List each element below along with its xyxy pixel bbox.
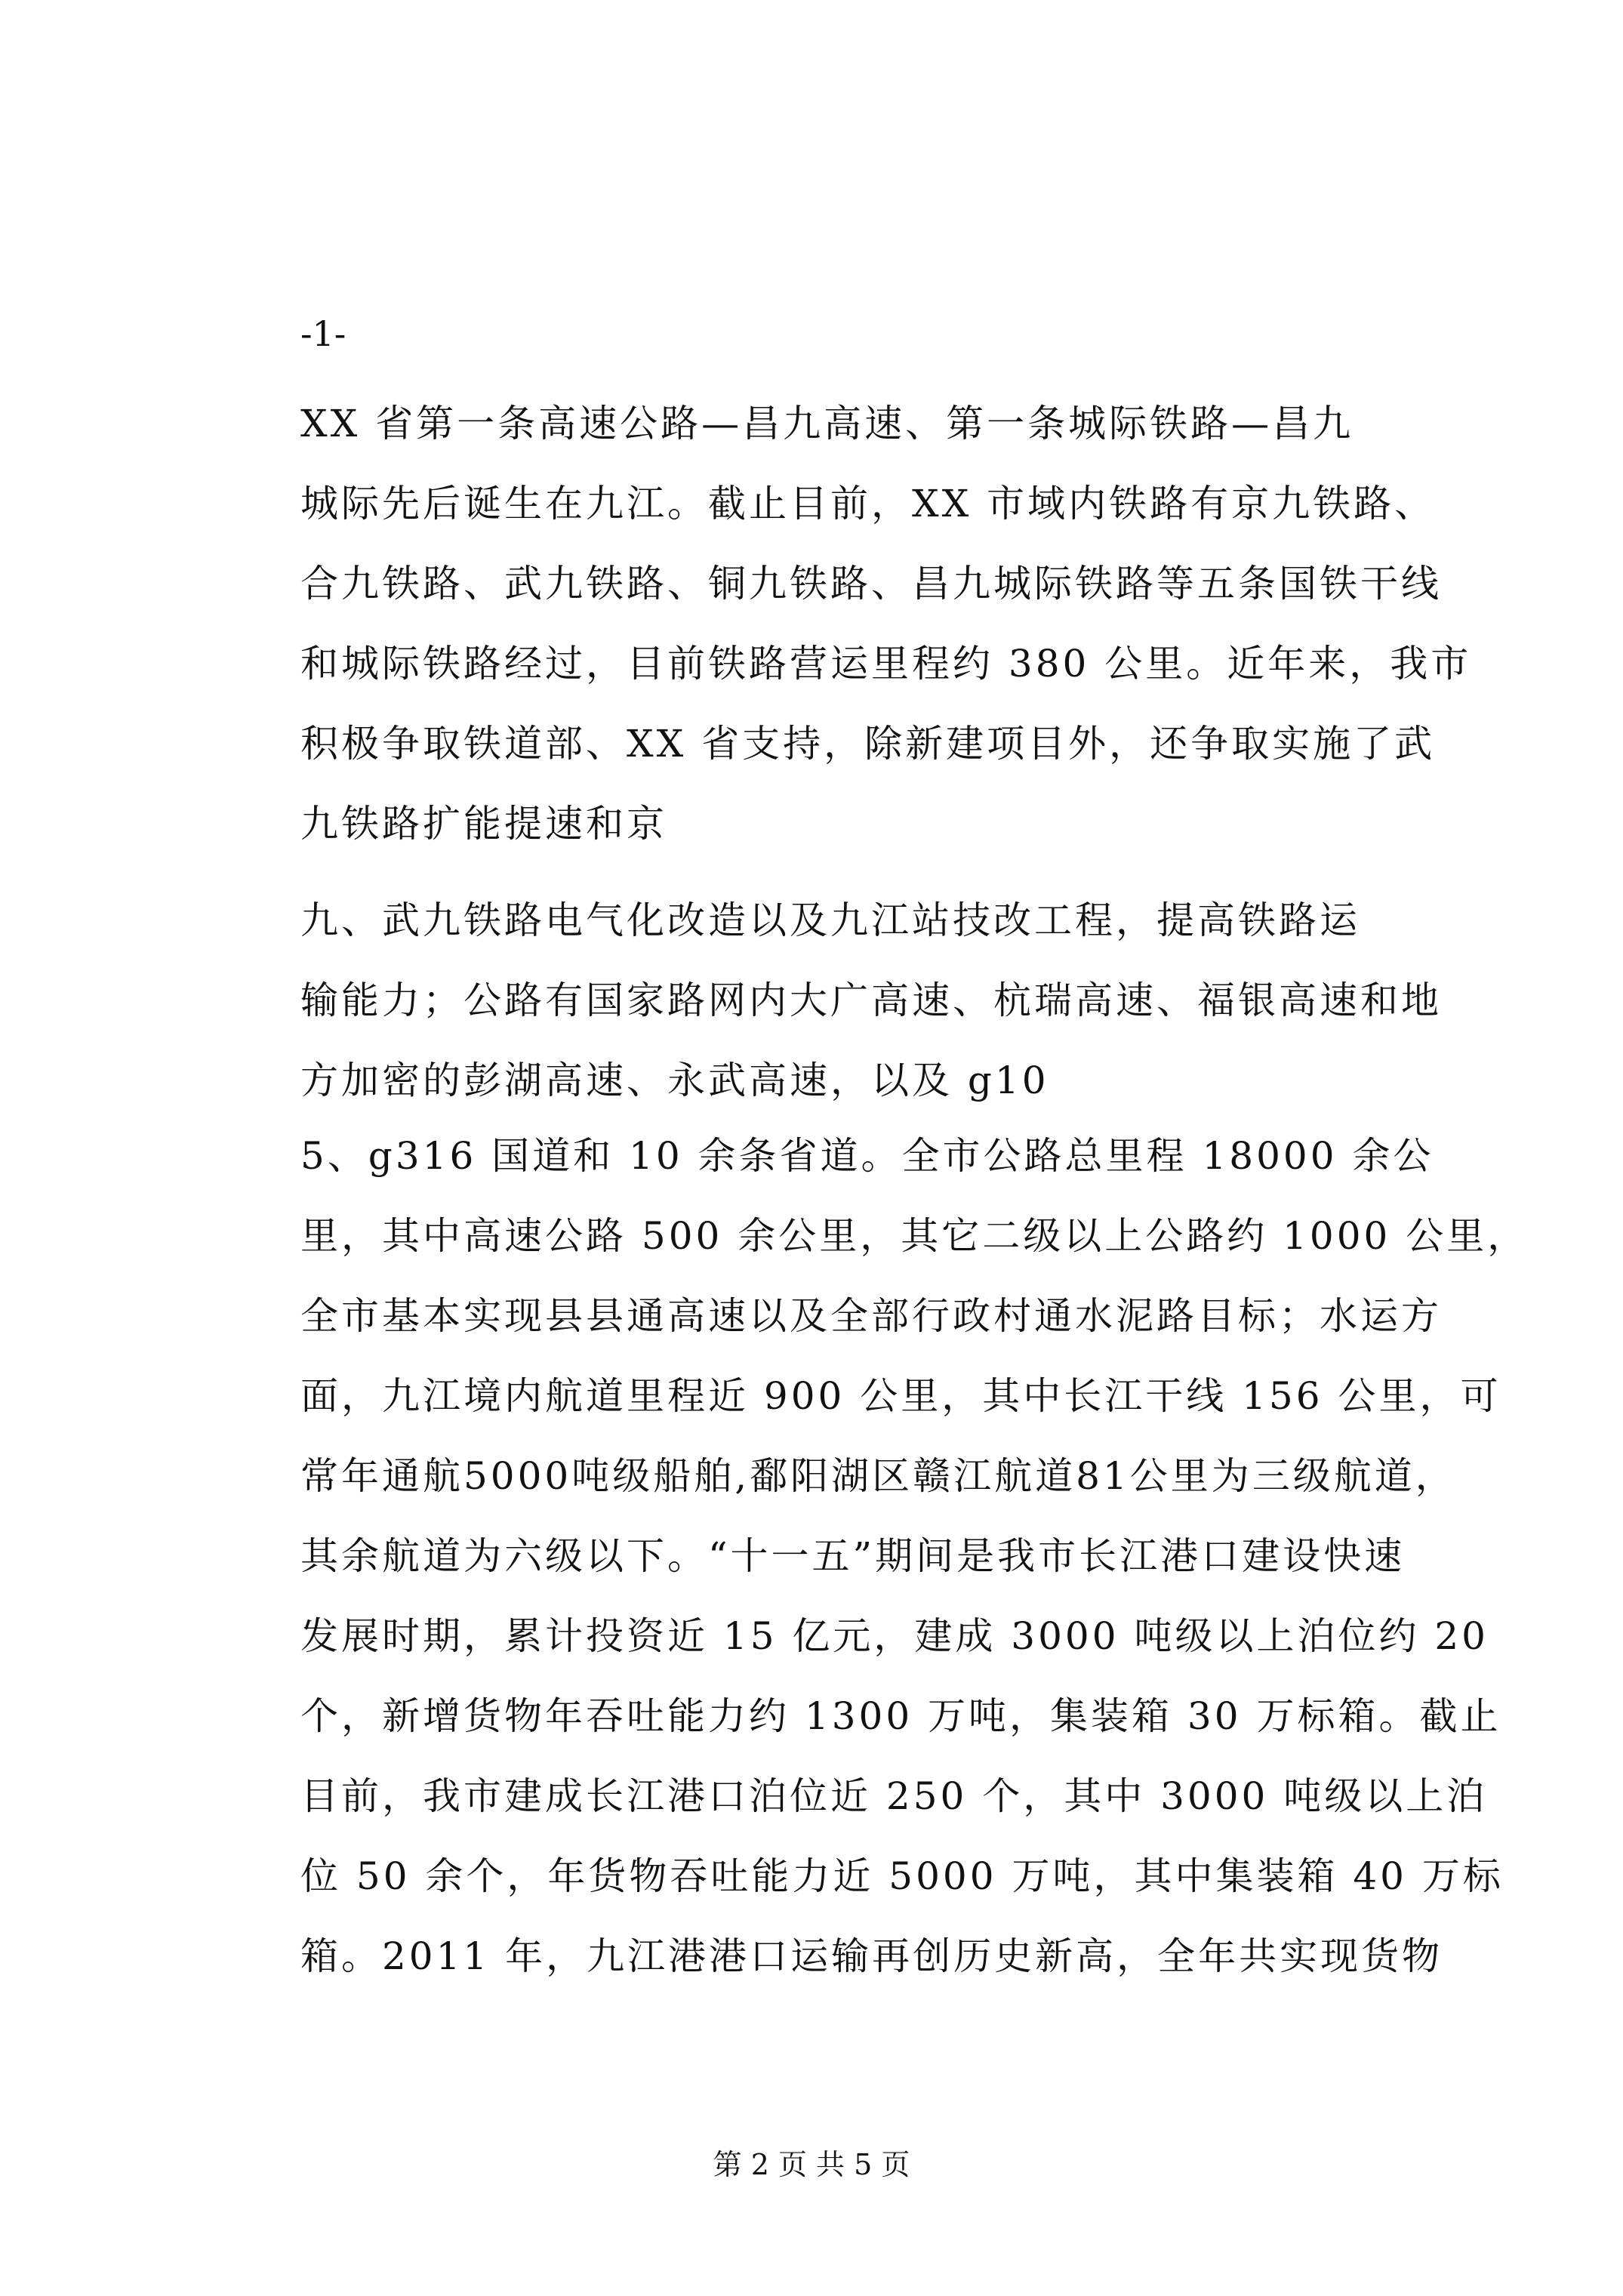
text-line: 目前，我市建成长江港口泊位近 250 个，其中 3000 吨级以上泊 <box>300 1774 1488 1818</box>
text-line: 常年通航5000吨级船舶,鄱阳湖区赣江航道81公里为三级航道， <box>300 1454 1456 1498</box>
text-line: 面，九江境内航道里程近 900 公里，其中长江干线 156 公里，可 <box>300 1374 1501 1418</box>
text-line: XX 省第一条高速公路—昌九高速、第一条城际铁路—昌九 <box>300 402 1354 445</box>
paragraph-2 <box>300 880 1442 1120</box>
text-line: 全市基本实现县县通高速以及全部行政村通水泥路目标；水运方 <box>300 1294 1442 1338</box>
text-line: 九铁路扩能提速和京 <box>300 802 667 846</box>
text-line: 5、g316 国道和 10 余条省道。全市公路总里程 18000 余公 <box>300 1134 1434 1178</box>
paragraph-3 <box>300 1116 1529 1996</box>
page-footer: 第 2 页 共 5 页 <box>713 2148 910 2181</box>
text-line: 合九铁路、武九铁路、铜九铁路、昌九城际铁路等五条国铁干线 <box>300 562 1442 606</box>
text-line: 位 50 余个，年货物吞吐能力近 5000 万吨，其中集装箱 40 万标 <box>300 1854 1504 1898</box>
text-line: 方加密的彭湖高速、永武高速，以及 g10 <box>300 1059 1049 1102</box>
text-line: 发展时期，累计投资近 15 亿元，建成 3000 吨级以上泊位约 20 <box>300 1614 1489 1658</box>
text-line: 其余航道为六级以下。“十一五”期间是我市长江港口建设快速 <box>300 1534 1406 1578</box>
text-line: 积极争取铁道部、XX 省支持，除新建项目外，还争取实施了武 <box>300 722 1436 766</box>
text-line: 箱。2011 年，九江港港口运输再创历史新高，全年共实现货物 <box>300 1934 1443 1978</box>
text-line: 个，新增货物年吞吐能力约 1300 万吨，集装箱 30 万标箱。截止 <box>300 1694 1501 1738</box>
text-line: 输能力；公路有国家路网内大广高速、杭瑞高速、福银高速和地 <box>300 978 1442 1022</box>
text-line: 城际先后诞生在九江。截止目前，XX 市域内铁路有京九铁路、 <box>300 482 1436 525</box>
text-line: 里，其中高速公路 500 余公里，其它二级以上公路约 1000 公里， <box>300 1214 1529 1258</box>
text-line: 九、武九铁路电气化改造以及九江站技改工程，提高铁路运 <box>300 898 1360 942</box>
paragraph-1 <box>300 384 1472 864</box>
page-marker: -1- <box>300 313 346 354</box>
text-line: 和城际铁路经过，目前铁路营运里程约 380 公里。近年来，我市 <box>300 642 1472 686</box>
